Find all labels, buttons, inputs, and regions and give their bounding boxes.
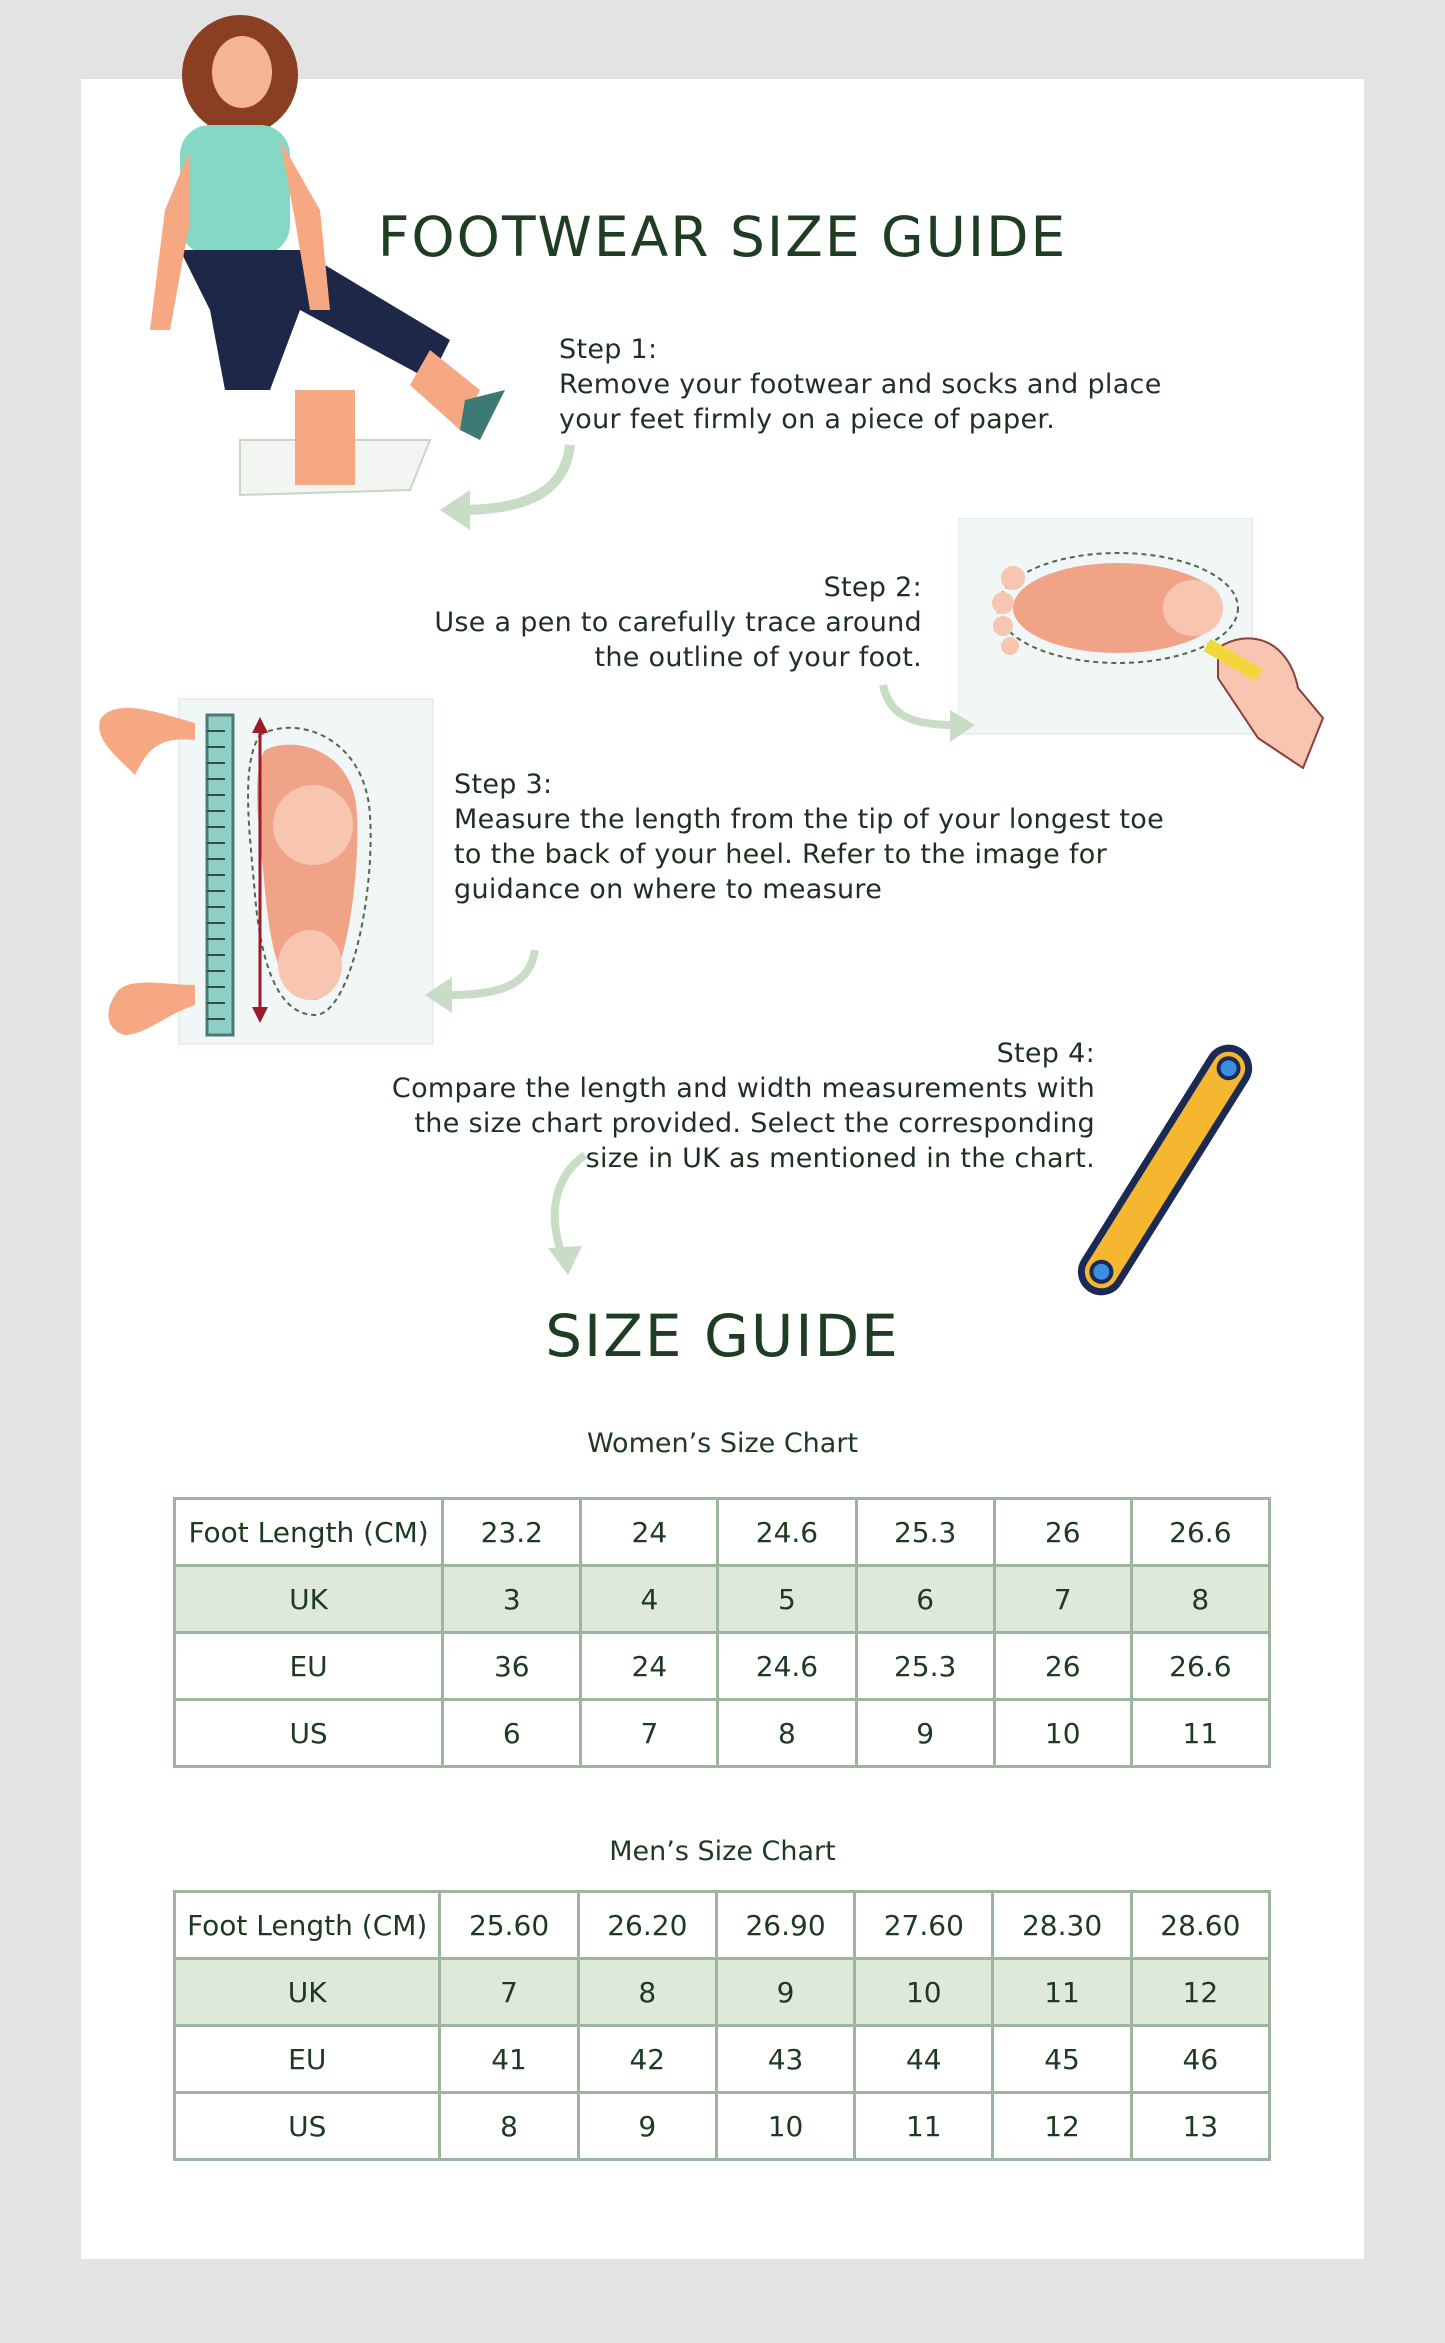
table-cell: 7: [581, 1700, 718, 1767]
womens-size-table: [173, 1497, 1271, 1768]
table-cell: 6: [443, 1700, 581, 1767]
table-cell: 13: [1131, 2093, 1269, 2160]
foot-ruler-illustration: [95, 695, 440, 1055]
step-text: Use a pen to carefully trace around: [434, 607, 922, 638]
table-cell: 27.60: [855, 1892, 993, 1959]
step-text: Compare the length and width measurements with: [391, 1073, 1095, 1104]
table-row: [175, 1959, 1270, 2026]
table-cell: 25.60: [440, 1892, 578, 1959]
table-cell: 28.60: [1131, 1892, 1269, 1959]
table-cell: 25.3: [856, 1499, 994, 1566]
table-cell: 45: [993, 2026, 1131, 2093]
step-text: Remove your footwear and socks and place: [559, 369, 1162, 400]
row-header: US: [175, 2093, 440, 2160]
table-cell: 3: [443, 1566, 581, 1633]
womens-chart-label: Women’s Size Chart: [586, 1428, 859, 1459]
table-cell: 5: [718, 1566, 856, 1633]
table-row: [175, 1566, 1270, 1633]
table-cell: 25.3: [856, 1633, 994, 1700]
step-text: your feet firmly on a piece of paper.: [559, 404, 1056, 435]
table-cell: 24.6: [718, 1499, 856, 1566]
row-header: EU: [175, 2026, 440, 2093]
table-cell: 6: [856, 1566, 994, 1633]
ruler-icon: [1070, 1025, 1260, 1315]
table-cell: 26.20: [578, 1892, 716, 1959]
table-cell: 26: [994, 1633, 1131, 1700]
arrow-icon: [410, 945, 545, 1015]
size-guide-title: SIZE GUIDE: [545, 1302, 900, 1370]
step-4: [392, 1036, 1095, 1176]
table-cell: 7: [994, 1566, 1131, 1633]
table-cell: 44: [855, 2026, 993, 2093]
step-text: size in UK as mentioned in the chart.: [585, 1143, 1095, 1174]
step-label: Step 3:: [454, 769, 553, 800]
mens-chart-label: Men’s Size Chart: [609, 1836, 836, 1867]
table-cell: 23.2: [443, 1499, 581, 1566]
table-cell: 26.6: [1131, 1633, 1269, 1700]
table-cell: 36: [443, 1633, 581, 1700]
row-header: US: [175, 1700, 443, 1767]
mens-size-table: [173, 1890, 1271, 2161]
table-cell: 24: [581, 1633, 718, 1700]
table-row: [175, 2026, 1270, 2093]
table-cell: 41: [440, 2026, 578, 2093]
arrow-icon: [875, 680, 985, 750]
table-cell: 11: [993, 1959, 1131, 2026]
step-label: Step 1:: [559, 334, 658, 365]
row-header: UK: [175, 1959, 440, 2026]
table-cell: 10: [716, 2093, 854, 2160]
table-row: [175, 1700, 1270, 1767]
step-text: Measure the length from the tip of your longest toe: [454, 804, 1165, 835]
step-text: the outline of your foot.: [594, 642, 922, 673]
table-cell: 12: [1131, 1959, 1269, 2026]
table-cell: 24.6: [718, 1633, 856, 1700]
row-header: Foot Length (CM): [175, 1892, 440, 1959]
row-header: EU: [175, 1633, 443, 1700]
table-cell: 7: [440, 1959, 578, 2026]
step-label: Step 4:: [996, 1038, 1095, 1069]
table-cell: 24: [581, 1499, 718, 1566]
table-row: [175, 1633, 1270, 1700]
step-text: the size chart provided. Select the corresponding: [414, 1108, 1095, 1139]
foot-tracing-illustration: [958, 518, 1328, 778]
table-cell: 12: [993, 2093, 1131, 2160]
table-row: [175, 1892, 1270, 1959]
table-cell: 8: [718, 1700, 856, 1767]
table-cell: 4: [581, 1566, 718, 1633]
step-1: [559, 332, 1162, 437]
table-cell: 26.90: [716, 1892, 854, 1959]
step-3: [454, 767, 1164, 907]
table-cell: 26: [994, 1499, 1131, 1566]
table-cell: 46: [1131, 2026, 1269, 2093]
table-cell: 9: [578, 2093, 716, 2160]
table-cell: 8: [440, 2093, 578, 2160]
step-text: to the back of your heel. Refer to the image for: [454, 839, 1107, 870]
table-cell: 42: [578, 2026, 716, 2093]
arrow-icon: [430, 440, 580, 530]
table-cell: 11: [855, 2093, 993, 2160]
table-cell: 28.30: [993, 1892, 1131, 1959]
table-cell: 43: [716, 2026, 854, 2093]
row-header: Foot Length (CM): [175, 1499, 443, 1566]
table-cell: 9: [856, 1700, 994, 1767]
table-cell: 11: [1131, 1700, 1269, 1767]
page-title: FOOTWEAR SIZE GUIDE: [377, 205, 1068, 269]
table-row: [175, 1499, 1270, 1566]
table-row: [175, 2093, 1270, 2160]
step-label: Step 2:: [823, 572, 922, 603]
table-cell: 9: [716, 1959, 854, 2026]
table-cell: 10: [855, 1959, 993, 2026]
table-cell: 8: [1131, 1566, 1269, 1633]
table-cell: 26.6: [1131, 1499, 1269, 1566]
step-2: [434, 570, 922, 675]
table-cell: 8: [578, 1959, 716, 2026]
table-cell: 10: [994, 1700, 1131, 1767]
step-text: guidance on where to measure: [454, 874, 883, 905]
row-header: UK: [175, 1566, 443, 1633]
